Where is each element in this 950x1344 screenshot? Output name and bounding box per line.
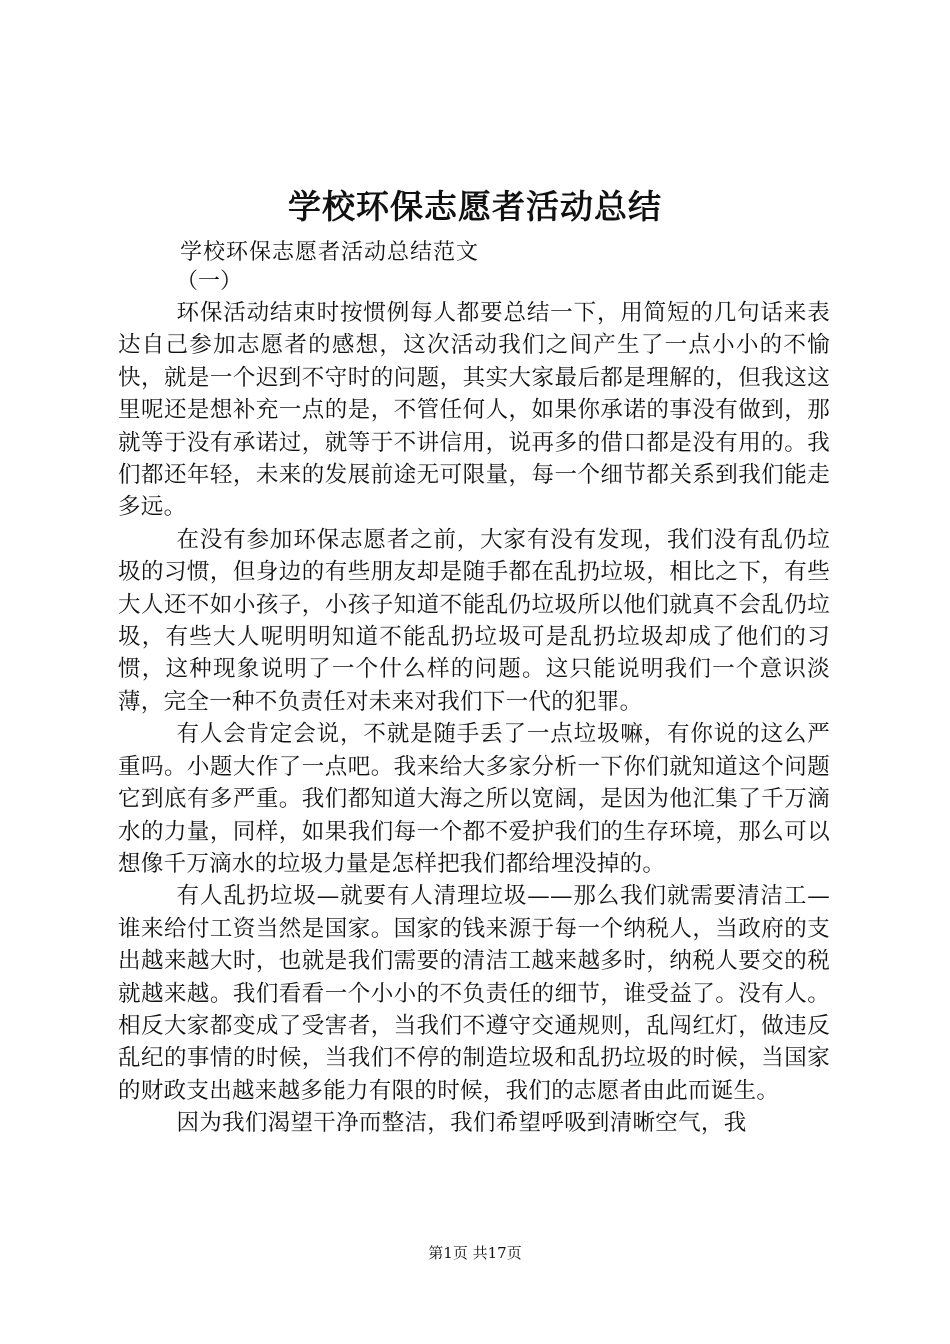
body-paragraph: 因为我们渴望干净而整洁，我们希望呼吸到清晰空气，我 [176, 1110, 747, 1137]
section-label: （一） [176, 269, 243, 294]
page-number-footer: 第1页 共17页 [428, 1244, 522, 1262]
document-subtitle: 学校环保志愿者活动总结范文 [180, 240, 480, 265]
body-paragraph: 在没有参加环保志愿者之前，大家有没有发现，我们没有乱仍垃圾的习惯，但身边的有些朋友却是随手都在乱扔垃圾，相比之下，有些大人还不如小孩子，小孩子知道不能乱仍垃圾所以他们就真不会乱仍垃圾，有些大人呢明明知道不能乱扔垃圾可是乱扔垃圾却成了他们的习惯，这种现象说明了一个什么样的问题。这只能说明我们一个意识淡薄，完全一种不负责任对未来对我们下一代的犯罪。 [118, 526, 830, 715]
body-paragraph: 有人会肯定会说，不就是随手丢了一点垃圾嘛，有你说的这么严重吗。小题大作了一点吧。我来给大多家分析一下你们就知道这个问题它到底有多严重。我们都知道大海之所以宽阔，是因为他汇集了千万滴水的力量，同样，如果我们每一个都不爱护我们的生存环境，那么可以想像千万滴水的垃圾力量是怎样把我们都给埋没掉的。 [118, 721, 830, 877]
document-body [118, 297, 830, 1140]
body-paragraph: 有人乱扔垃圾—就要有人清理垃圾——那么我们就需要清洁工—谁来给付工资当然是国家。国家的钱来源于每一个纳税人，当政府的支出越来越大时，也就是我们需要的清洁工越来越多时，纳税人要交的税就越来越。我们看看一个小小的不负责任的细节，谁受益了。没有人。相反大家都变成了受害者，当我们不遵守交通规则，乱闯红灯，做违反乱纪的事情的时候，当我们不停的制造垃圾和乱扔垃圾的时候，当国家的财政支出越来越多能力有限的时候，我们的志愿者由此而诞生。 [118, 883, 830, 1104]
body-paragraph: 环保活动结束时按惯例每人都要总结一下，用简短的几句话来表达自己参加志愿者的感想，这次活动我们之间产生了一点小小的不愉快，就是一个迟到不守时的问题，其实大家最后都是理解的，但我这这里呢还是想补充一点的是，不管任何人，如果你承诺的事没有做到，那就等于没有承诺过，就等于不讲信用，说再多的借口都是没有用的。我们都还年轻，未来的发展前途无可限量，每一个细节都关系到我们能走多远。 [118, 300, 830, 521]
document-title: 学校环保志愿者活动总结 [288, 187, 662, 226]
